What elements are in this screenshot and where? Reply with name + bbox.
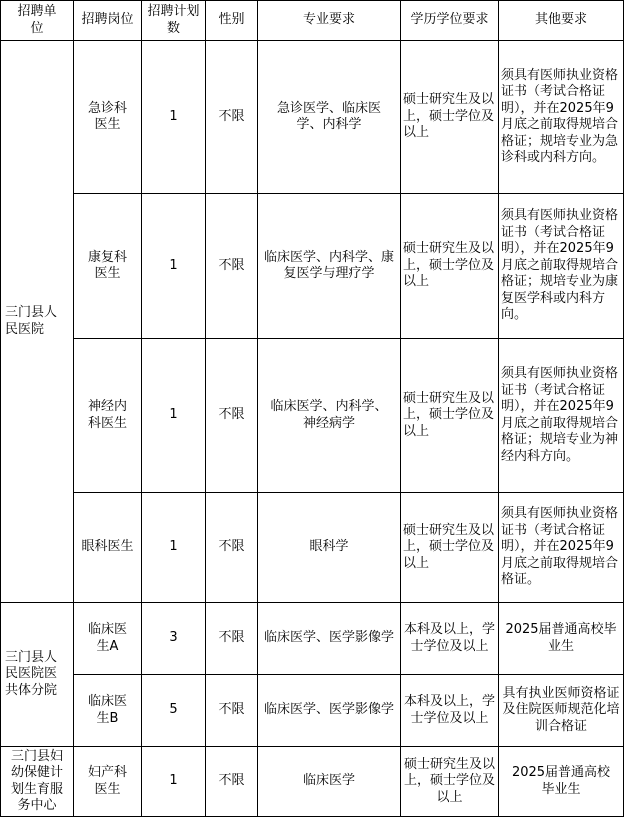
- other-cell: 2025届普通高校毕业生: [499, 603, 624, 675]
- header-count: 招聘计划数: [142, 1, 206, 41]
- major-cell: 临床医学: [258, 747, 401, 817]
- other-cell: 须具有医师执业资格证书（考试合格证明），并在2025年9月底之前取得规培合格证。: [499, 493, 624, 603]
- other-cell: 须具有医师执业资格证书（考试合格证明），并在2025年9月底之前取得规培合格证；规培专业为急诊科或内科方向。: [499, 41, 624, 194]
- major-cell: 眼科学: [258, 493, 401, 603]
- gender-cell: 不限: [206, 194, 258, 339]
- position-cell: 临床医生A: [74, 603, 142, 675]
- gender-cell: 不限: [206, 41, 258, 194]
- unit-cell: 三门县人民医院医共体分院: [1, 603, 74, 747]
- count-cell: 5: [142, 675, 206, 747]
- position-cell: 神经内科医生: [74, 339, 142, 493]
- gender-cell: 不限: [206, 603, 258, 675]
- header-unit: 招聘单位: [1, 1, 74, 41]
- major-cell: 临床医学、医学影像学: [258, 603, 401, 675]
- position-cell: 康复科医生: [74, 194, 142, 339]
- table-row: [1, 675, 624, 747]
- header-row: [1, 1, 624, 41]
- other-cell: 2025届普通高校毕业生: [499, 747, 624, 817]
- count-cell: 1: [142, 493, 206, 603]
- table-row: [1, 194, 624, 339]
- count-cell: 1: [142, 194, 206, 339]
- count-cell: 1: [142, 41, 206, 194]
- count-cell: 3: [142, 603, 206, 675]
- major-cell: 临床医学、内科学、神经病学: [258, 339, 401, 493]
- position-cell: 临床医生B: [74, 675, 142, 747]
- position-cell: 眼科医生: [74, 493, 142, 603]
- header-other: 其他要求: [499, 1, 624, 41]
- education-cell: 硕士研究生及以上，硕士学位及以上: [401, 339, 499, 493]
- other-cell: 须具有医师执业资格证书（考试合格证明），并在2025年9月底之前取得规培合格证；规培专业为神经内科方向。: [499, 339, 624, 493]
- unit-cell: 三门县妇幼保健计划生育服务中心: [1, 747, 74, 817]
- education-cell: 硕士研究生及以上，硕士学位及以上: [401, 747, 499, 817]
- gender-cell: 不限: [206, 675, 258, 747]
- gender-cell: 不限: [206, 339, 258, 493]
- gender-cell: 不限: [206, 493, 258, 603]
- education-cell: 本科及以上，学士学位及以上: [401, 675, 499, 747]
- table-row: [1, 493, 624, 603]
- header-education: 学历学位要求: [401, 1, 499, 41]
- unit-cell: 三门县人民医院: [1, 41, 74, 603]
- count-cell: 1: [142, 747, 206, 817]
- major-cell: 临床医学、内科学、康复医学与理疗学: [258, 194, 401, 339]
- education-cell: 硕士研究生及以上，硕士学位及以上: [401, 194, 499, 339]
- other-cell: 具有执业医师资格证及住院医师规范化培训合格证: [499, 675, 624, 747]
- table-row: [1, 747, 624, 817]
- education-cell: 硕士研究生及以上，硕士学位及以上: [401, 41, 499, 194]
- position-cell: 急诊科医生: [74, 41, 142, 194]
- gender-cell: 不限: [206, 747, 258, 817]
- major-cell: 临床医学、医学影像学: [258, 675, 401, 747]
- education-cell: 硕士研究生及以上，硕士学位及以上: [401, 493, 499, 603]
- position-cell: 妇产科医生: [74, 747, 142, 817]
- table-row: [1, 339, 624, 493]
- count-cell: 1: [142, 339, 206, 493]
- table-row: [1, 41, 624, 194]
- header-position: 招聘岗位: [74, 1, 142, 41]
- header-gender: 性别: [206, 1, 258, 41]
- header-major: 专业要求: [258, 1, 401, 41]
- major-cell: 急诊医学、临床医学、内科学: [258, 41, 401, 194]
- other-cell: 须具有医师执业资格证书（考试合格证明），并在2025年9月底之前取得规培合格证；规培专业为康复医学科或内科方向。: [499, 194, 624, 339]
- education-cell: 本科及以上，学士学位及以上: [401, 603, 499, 675]
- table-row: [1, 603, 624, 675]
